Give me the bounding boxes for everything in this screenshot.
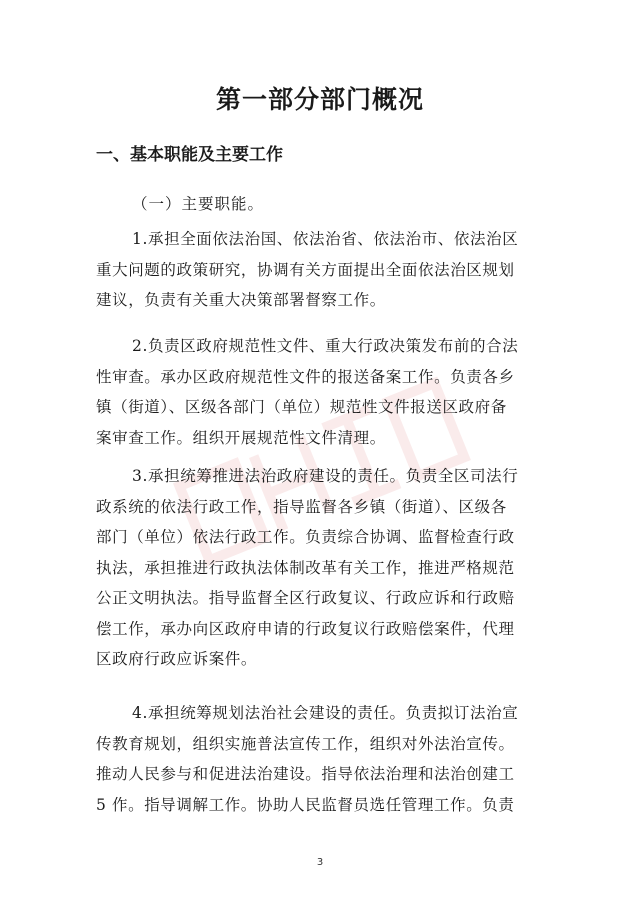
paragraph-4 (96, 698, 546, 820)
paragraph-line: 镇（街道）、区级各部门（单位）规范性文件报送区政府备 (96, 398, 507, 416)
page-title: 第一部分部门概况 (215, 85, 424, 114)
page-number: 3 (316, 857, 324, 868)
paragraph-line: 偿工作，承办向区政府申请的行政复议行政赔偿案件，代理 (96, 619, 515, 638)
paragraph-3 (96, 461, 546, 675)
paragraph-line: 区政府行政应诉案件。 (96, 650, 258, 668)
paragraph-1 (96, 224, 546, 316)
paragraph-line: 政系统的依法行政工作，指导监督各乡镇（街道）、区级各 (96, 497, 507, 516)
paragraph-2 (96, 331, 546, 453)
paragraph-line: 3.承担统筹推进法治政府建设的责任。负责全区司法行 (132, 467, 519, 485)
paragraph-line: 部门（单位）依法行政工作。负责综合协调、监督检查行政 (96, 528, 515, 546)
section-heading: 一、基本职能及主要工作 (96, 145, 283, 165)
paragraph-line: 执法，承担推进行政执法体制改革有关工作，推进严格规范 (96, 558, 515, 577)
paragraph-line: 推动人民参与和促进法治建设。指导依法治理和法治创建工 (96, 765, 515, 783)
paragraph-line: 1.承担全面依法治国、依法治省、依法治市、依法治区 (132, 230, 519, 248)
paragraph-line: 2.负责区政府规范性文件、重大行政决策发布前的合法 (132, 337, 519, 355)
paragraph-line: 5 作。指导调解工作。协助人民监督员选任管理工作。负责 (96, 795, 515, 814)
subsection-heading: （一）主要职能。 (132, 195, 265, 213)
paragraph-line: 性审查。承办区政府规范性文件的报送备案工作。负责各乡 (96, 367, 515, 386)
paragraph-line: 重大问题的政策研究，协调有关方面提出全面依法治区规划 (96, 260, 515, 279)
paragraph-line: 案审查工作。组织开展规范性文件清理。 (96, 428, 386, 447)
paragraph-line: 4.承担统筹规划法治社会建设的责任。负责拟订法治宣 (132, 704, 519, 722)
paragraph-line: 传教育规划，组织实施普法宣传工作，组织对外法治宣传。 (96, 734, 515, 753)
paragraph-line: 建议，负责有关重大决策部署督察工作。 (96, 291, 386, 309)
paragraph-line: 公正文明执法。指导监督全区行政复议、行政应诉和行政赔 (96, 589, 515, 607)
